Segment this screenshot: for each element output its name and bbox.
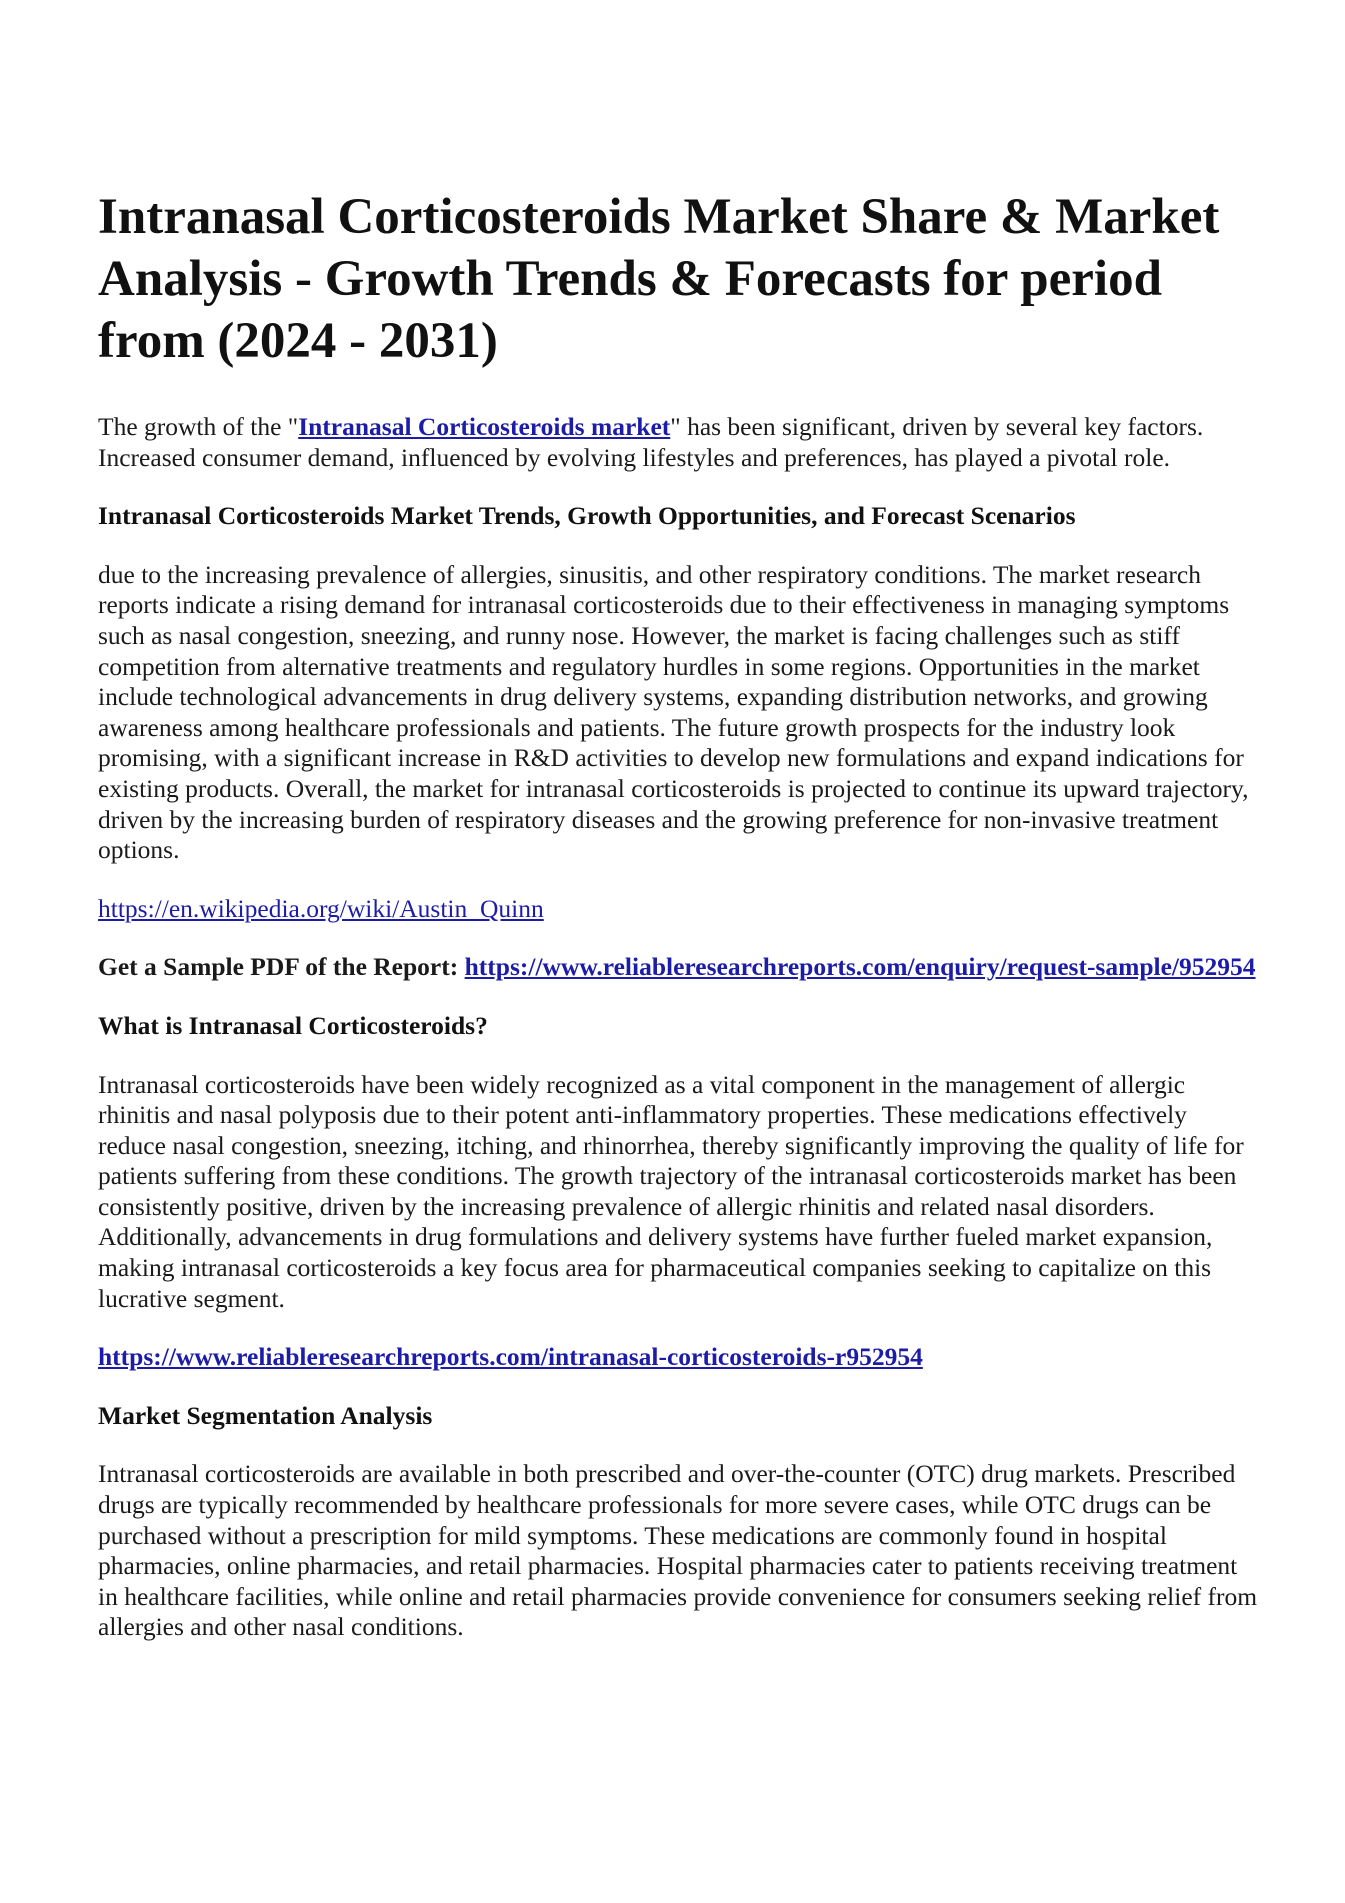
sample-pdf-link[interactable]: https://www.reliableresearchreports.com/enquiry/request-sample/952954: [464, 952, 1256, 982]
segmentation-heading: Market Segmentation Analysis: [98, 1400, 433, 1430]
market-link[interactable]: Intranasal Corticosteroids market: [298, 412, 671, 441]
segmentation-paragraph: Intranasal corticosteroids are available in both prescribed and over-the-counter (OTC) drug markets. Prescribed drugs are typically recommended by healthcare professionals for more severe cases, while OTC drugs can be purchased without a prescription for mild symptoms. These medications are commonly found in hospital pharmacies, online pharmacies, and retail pharmacies. Hospital pharmacies cater to patients receiving treatment in healthcare facilities, while online and retail pharmacies provide convenience for consumers seeking relief from allergies and other nasal conditions.: [98, 1459, 1258, 1642]
what-is-heading: What is Intranasal Corticosteroids?: [98, 1010, 488, 1040]
wiki-link-paragraph: [98, 894, 1260, 925]
what-is-paragraph: Intranasal corticosteroids have been widely recognized as a vital component in the management of allergic rhinitis and nasal polyposis due to their potent anti-inflammatory properties. These medications effectively reduce nasal congestion, sneezing, itching, and rhinorrhea, thereby significantly improving the quality of life for patients suffering from these conditions. The growth trajectory of the intranasal corticosteroids market has been consistently positive, driven by the increasing prevalence of allergic rhinitis and related nasal disorders. Additionally, advancements in drug formulations and delivery systems have further fueled market expansion, making intranasal corticosteroids a key focus area for pharmaceutical companies seeking to capitalize on this lucrative segment.: [98, 1069, 1244, 1313]
sample-pdf-paragraph: [98, 952, 1260, 983]
document-page: [98, 186, 1260, 1671]
report-link-paragraph: [98, 1342, 1260, 1373]
page-title: Intranasal Corticosteroids Market Share & Market Analysis - Growth Trends & Forecasts for period from (2024 - 2031): [98, 189, 1220, 369]
trends-paragraph: due to the increasing prevalence of allergies, sinusitis, and other respiratory conditions. The market research reports indicate a rising demand for intranasal corticosteroids due to their effectiveness in managing symptoms such as nasal congestion, sneezing, and runny nose. However, the market is facing challenges such as stiff competition from alternative treatments and regulatory hurdles in some regions. Opportunities in the market include technological advancements in drug delivery systems, expanding distribution networks, and growing awareness among healthcare professionals and patients. The future growth prospects for the industry look promising, with a significant increase in R&D activities to develop new formulations and expand indications for existing products. Overall, the market for intranasal corticosteroids is projected to continue its upward trajectory, driven by the increasing burden of respiratory diseases and the growing preference for non-invasive treatment options.: [98, 559, 1249, 865]
intro-paragraph: [98, 412, 1260, 473]
sample-pdf-label: Get a Sample PDF of the Report:: [98, 952, 465, 982]
intro-text-after: " has been significant, driven by several key factors. Increased consumer demand, influenced by evolving lifestyles and preferences, has played a pivotal role.: [98, 412, 1204, 472]
wiki-link[interactable]: https://en.wikipedia.org/wiki/Austin_Quinn: [98, 893, 544, 923]
report-link[interactable]: https://www.reliableresearchreports.com/intranasal-corticosteroids-r952954: [98, 1342, 923, 1372]
intro-text-before: The growth of the ": [98, 412, 299, 441]
trends-heading: Intranasal Corticosteroids Market Trends, Growth Opportunities, and Forecast Scenarios: [98, 501, 1076, 531]
